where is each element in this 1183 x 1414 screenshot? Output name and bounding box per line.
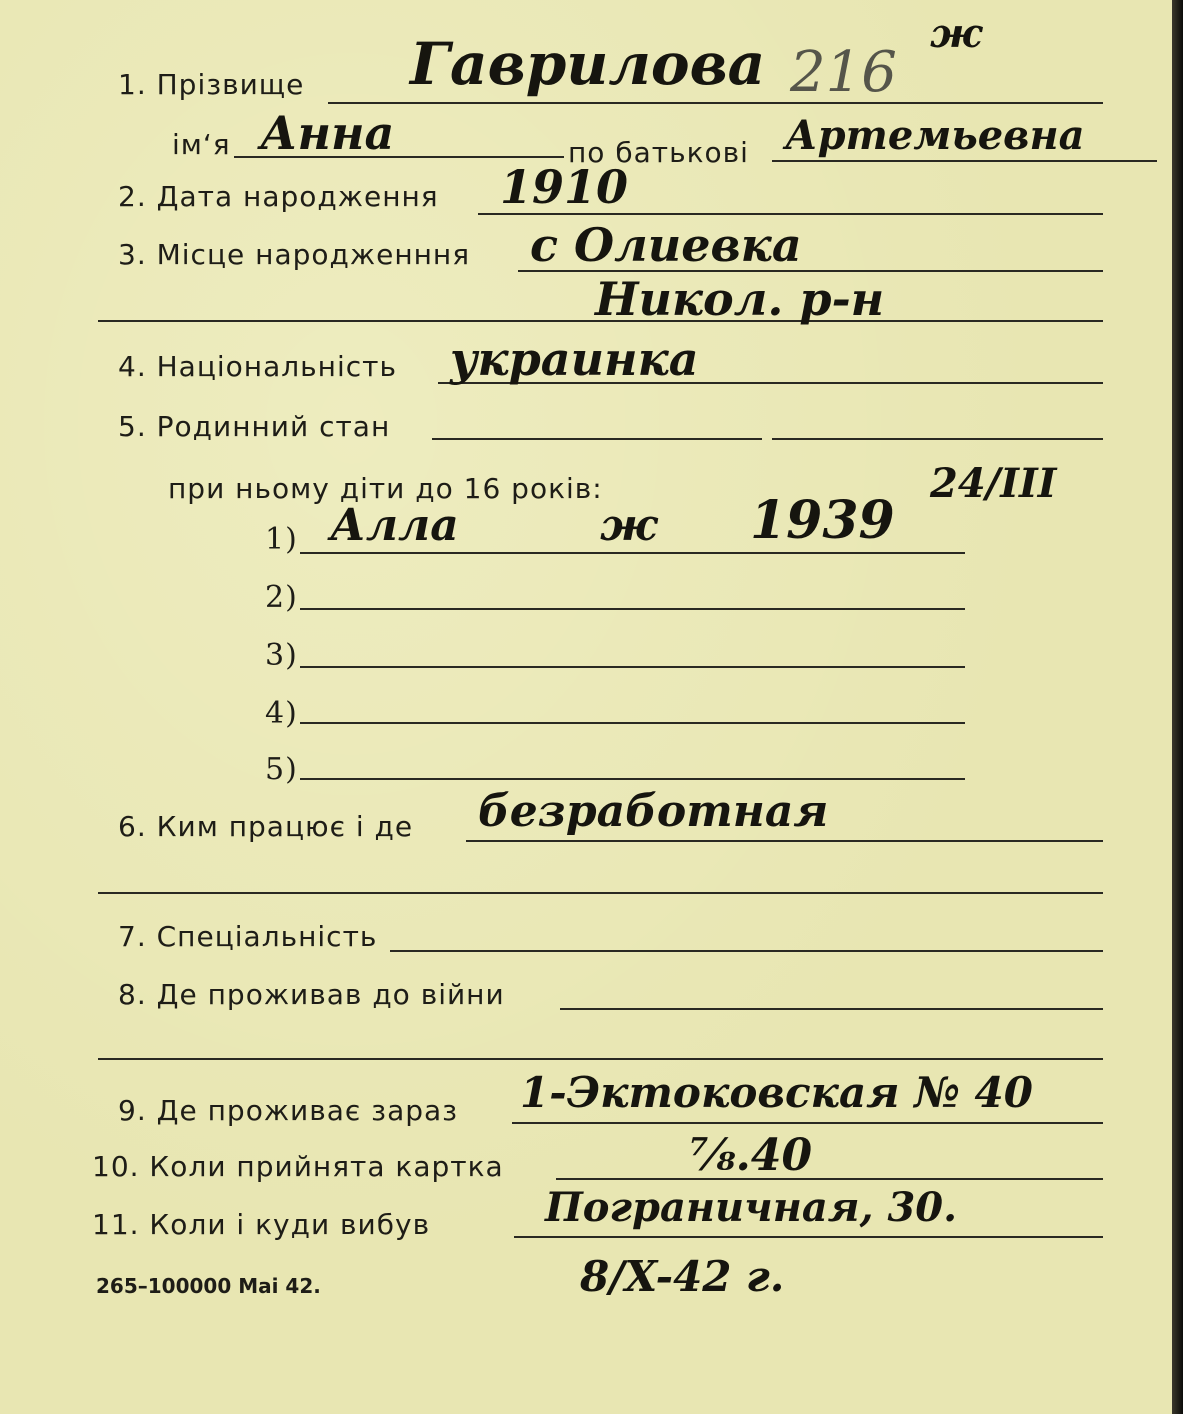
hw-child-1-sex: ж <box>600 500 658 551</box>
hw-nationality: украинка <box>450 332 699 386</box>
label-surname: 1. Прізвище <box>118 68 305 101</box>
line-occupation <box>466 840 1103 842</box>
label-occupation: 6. Ким працює і де <box>118 810 414 843</box>
hw-birthplace: с Олиевка <box>530 218 802 272</box>
line-marital-status-a <box>432 438 762 440</box>
label-specialty: 7. Спеціальність <box>118 920 378 953</box>
line-surname <box>328 102 1103 104</box>
line-patronymic <box>772 160 1157 162</box>
hw-child-1-date: 24/III <box>930 460 1057 507</box>
hw-birth-year: 1910 <box>500 160 629 214</box>
line-prewar-residence-2 <box>98 1058 1103 1060</box>
hw-card-accepted: ⅞.40 <box>690 1130 813 1181</box>
hw-card-number: 216 <box>790 40 897 105</box>
label-birth-date: 2. Дата народження <box>118 180 439 213</box>
label-departed: 11. Коли і куди вибув <box>92 1208 431 1241</box>
label-birthplace: 3. Місце народженння <box>118 238 471 271</box>
line-prewar-residence <box>560 1008 1103 1010</box>
child-number-4: 4) <box>265 696 298 731</box>
line-marital-status-b <box>772 438 1103 440</box>
line-specialty <box>390 950 1103 952</box>
line-current-residence <box>512 1122 1103 1124</box>
child-number-3: 3) <box>265 638 298 673</box>
line-card-accepted <box>556 1178 1103 1180</box>
hw-occupation: безработная <box>478 786 829 837</box>
line-child-1 <box>300 552 965 554</box>
child-number-5: 5) <box>265 752 298 787</box>
hw-current-residence: 1-Эктоковская № 40 <box>520 1068 1033 1117</box>
child-number-2: 2) <box>265 580 298 615</box>
label-patronymic: по батькові <box>568 136 749 169</box>
label-card-accepted: 10. Коли прийнята картка <box>92 1150 504 1183</box>
label-current-residence: 9. Де проживає зараз <box>118 1094 459 1127</box>
hw-first-name: Анна <box>260 106 395 160</box>
line-child-2 <box>300 608 965 610</box>
line-child-5 <box>300 778 965 780</box>
card-edge-shadow <box>1172 0 1183 1414</box>
line-child-3 <box>300 666 965 668</box>
hw-card-suffix: ж <box>930 10 983 57</box>
hw-child-1-name: Алла <box>330 500 459 551</box>
child-number-1: 1) <box>265 522 298 557</box>
line-occupation-2 <box>98 892 1103 894</box>
label-nationality: 4. Національність <box>118 350 397 383</box>
hw-departed-date: 8/X-42 г. <box>580 1252 785 1301</box>
print-code: 265–100000 Mai 42. <box>96 1274 321 1298</box>
hw-patronymic: Артемьевна <box>785 112 1085 159</box>
line-child-4 <box>300 722 965 724</box>
hw-surname: Гаврилова <box>410 30 766 98</box>
hw-departed: Пограничная, 30. <box>545 1184 958 1231</box>
label-marital-status: 5. Родинний стан <box>118 410 391 443</box>
label-children: при ньому діти до 16 років: <box>168 472 603 505</box>
line-departed <box>514 1236 1103 1238</box>
label-first-name: ім‘я <box>172 128 231 161</box>
hw-child-1-year: 1939 <box>750 490 895 551</box>
label-prewar-residence: 8. Де проживав до війни <box>118 978 505 1011</box>
hw-birthplace-2: Никол. р-н <box>595 272 885 326</box>
